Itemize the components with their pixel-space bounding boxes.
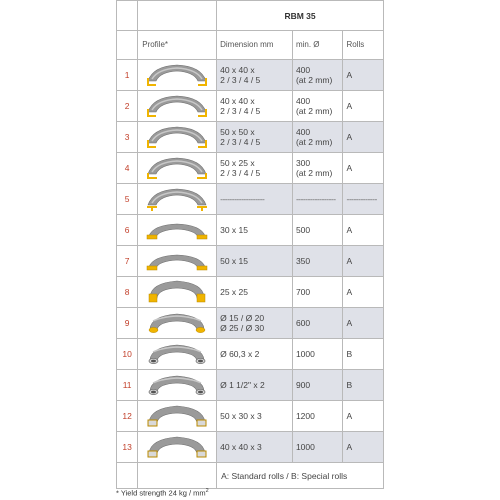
dimension-cell bbox=[217, 308, 293, 339]
unequal-angle-profile-icon bbox=[141, 154, 213, 182]
rolls-cell bbox=[343, 215, 384, 246]
rolls-cell-line-1: A bbox=[346, 411, 353, 421]
table-row bbox=[117, 432, 384, 463]
min-diameter-cell-line-1: 1000 bbox=[295, 349, 315, 359]
dimension-cell-line-1: Ø 15 / Ø 20 bbox=[220, 313, 265, 323]
row-number: 1 bbox=[117, 60, 138, 91]
angle-profile-icon bbox=[141, 61, 213, 89]
min-diameter-cell-line-1: 350 bbox=[295, 256, 311, 266]
table-row bbox=[117, 184, 384, 215]
header-dimension: Dimension mm bbox=[217, 31, 293, 60]
rolls-cell bbox=[343, 308, 384, 339]
dimension-cell-line-1: 50 x 50 x bbox=[220, 127, 255, 137]
row-number: 7 bbox=[117, 246, 138, 277]
profile-table bbox=[116, 0, 384, 489]
angle-profile-icon bbox=[141, 92, 213, 120]
rolls-cell bbox=[343, 91, 384, 122]
rolls-cell-line-1: A bbox=[346, 225, 353, 235]
table-row bbox=[117, 370, 384, 401]
rolls-cell bbox=[343, 339, 384, 370]
dimension-cell-line-2: 2 / 3 / 4 / 5 bbox=[220, 137, 261, 147]
profile-cell bbox=[138, 432, 217, 463]
min-diameter-cell bbox=[292, 308, 343, 339]
table-row bbox=[117, 91, 384, 122]
header-profile: Profile* bbox=[138, 31, 217, 60]
dimension-cell bbox=[217, 432, 293, 463]
header-empty bbox=[117, 31, 138, 60]
min-diameter-cell-line-1: 400 bbox=[295, 127, 311, 137]
dimension-cell-line-1: 40 x 40 x bbox=[220, 96, 255, 106]
rolls-cell bbox=[343, 184, 384, 215]
angle-profile-icon bbox=[141, 123, 213, 151]
corner-cell bbox=[138, 1, 217, 31]
legend-empty bbox=[138, 463, 217, 489]
min-diameter-cell-line-1: 700 bbox=[295, 287, 311, 297]
dimension-cell bbox=[217, 277, 293, 308]
rolls-cell-line-1: A bbox=[346, 442, 353, 452]
footnote bbox=[116, 488, 209, 498]
min-diameter-cell-line-2: (at 2 mm) bbox=[295, 75, 333, 85]
row-number: 2 bbox=[117, 91, 138, 122]
footnote-superscript: 2 bbox=[205, 488, 209, 494]
dimension-cell-line-1: 50 x 15 bbox=[220, 256, 248, 266]
min-diameter-cell bbox=[292, 246, 343, 277]
min-diameter-cell-line-1: 400 bbox=[295, 65, 311, 75]
dimension-cell-line-2: 2 / 3 / 4 / 5 bbox=[220, 106, 261, 116]
dimension-cell-line-2: 2 / 3 / 4 / 5 bbox=[220, 75, 261, 85]
flat-bar-profile-icon bbox=[141, 247, 213, 275]
table-row bbox=[117, 122, 384, 153]
row-number: 8 bbox=[117, 277, 138, 308]
profile-cell bbox=[138, 308, 217, 339]
row-number: 11 bbox=[117, 370, 138, 401]
rolls-cell bbox=[343, 153, 384, 184]
profile-cell bbox=[138, 91, 217, 122]
table-row bbox=[117, 401, 384, 432]
min-diameter-cell-line-2: (at 2 mm) bbox=[295, 137, 333, 147]
dimension-cell-line-2: Ø 25 / Ø 30 bbox=[220, 323, 265, 333]
row-number: 4 bbox=[117, 153, 138, 184]
min-diameter-cell bbox=[292, 60, 343, 91]
rolls-cell bbox=[343, 246, 384, 277]
min-diameter-cell-line-1: 1000 bbox=[295, 442, 315, 452]
profile-cell bbox=[138, 60, 217, 91]
row-number: 12 bbox=[117, 401, 138, 432]
dimension-cell-line-1: 30 x 15 bbox=[220, 225, 248, 235]
dimension-cell-line-1: ------------------- bbox=[220, 194, 265, 204]
row-number: 13 bbox=[117, 432, 138, 463]
corner-cell bbox=[117, 1, 138, 31]
legend-row bbox=[117, 463, 384, 489]
dimension-cell bbox=[217, 153, 293, 184]
min-diameter-cell bbox=[292, 401, 343, 432]
dimension-cell-line-1: 50 x 25 x bbox=[220, 158, 255, 168]
row-number: 9 bbox=[117, 308, 138, 339]
min-diameter-cell-line-1: 600 bbox=[295, 318, 311, 328]
min-diameter-cell bbox=[292, 215, 343, 246]
rolls-cell bbox=[343, 277, 384, 308]
table-row bbox=[117, 60, 384, 91]
square-tube-profile-icon bbox=[141, 402, 213, 430]
dimension-cell bbox=[217, 122, 293, 153]
tee-profile-icon bbox=[141, 185, 213, 213]
table-row bbox=[117, 246, 384, 277]
dimension-cell bbox=[217, 215, 293, 246]
table-row bbox=[117, 153, 384, 184]
dimension-cell bbox=[217, 401, 293, 432]
row-number: 6 bbox=[117, 215, 138, 246]
dimension-cell bbox=[217, 91, 293, 122]
dimension-cell-line-2: 2 / 3 / 4 / 5 bbox=[220, 168, 261, 178]
table-row bbox=[117, 277, 384, 308]
dimension-cell bbox=[217, 370, 293, 401]
min-diameter-cell bbox=[292, 122, 343, 153]
square-bar-profile-icon bbox=[141, 278, 213, 306]
profile-cell bbox=[138, 153, 217, 184]
table-title: RBM 35 bbox=[217, 1, 384, 31]
dimension-cell-line-1: Ø 1 1/2" x 2 bbox=[220, 380, 265, 390]
round-bar-profile-icon bbox=[141, 309, 213, 337]
rolls-cell-line-1: A bbox=[346, 287, 353, 297]
rolls-cell-line-1: A bbox=[346, 101, 353, 111]
profile-cell bbox=[138, 184, 217, 215]
dimension-cell bbox=[217, 246, 293, 277]
row-number: 3 bbox=[117, 122, 138, 153]
rolls-cell bbox=[343, 401, 384, 432]
min-diameter-cell bbox=[292, 153, 343, 184]
rolls-cell-line-1: B bbox=[346, 380, 353, 390]
dimension-cell-line-1: 40 x 40 x bbox=[220, 65, 255, 75]
dimension-cell bbox=[217, 60, 293, 91]
rolls-cell-line-1: B bbox=[346, 349, 353, 359]
profile-cell bbox=[138, 246, 217, 277]
dimension-cell-line-1: 40 x 40 x 3 bbox=[220, 442, 262, 452]
rolls-legend: A: Standard rolls / B: Special rolls bbox=[217, 463, 384, 489]
dimension-cell bbox=[217, 339, 293, 370]
rolls-cell bbox=[343, 432, 384, 463]
rolls-cell-line-1: A bbox=[346, 256, 353, 266]
row-number: 5 bbox=[117, 184, 138, 215]
dimension-cell-line-1: 25 x 25 bbox=[220, 287, 248, 297]
min-diameter-cell-line-1: 500 bbox=[295, 225, 311, 235]
rolls-cell bbox=[343, 60, 384, 91]
profile-cell bbox=[138, 277, 217, 308]
profile-cell bbox=[138, 122, 217, 153]
rolls-cell-line-1: ------------- bbox=[346, 194, 377, 204]
flat-bar-profile-icon bbox=[141, 216, 213, 244]
min-diameter-cell-line-1: 1200 bbox=[295, 411, 315, 421]
min-diameter-cell bbox=[292, 370, 343, 401]
profile-cell bbox=[138, 401, 217, 432]
footnote-text: * Yield strength 24 kg / mm bbox=[116, 488, 206, 498]
rolls-cell-line-1: A bbox=[346, 70, 353, 80]
min-diameter-cell bbox=[292, 91, 343, 122]
min-diameter-cell bbox=[292, 339, 343, 370]
min-diameter-cell-line-1: 900 bbox=[295, 380, 311, 390]
table-row bbox=[117, 308, 384, 339]
min-diameter-cell-line-2: (at 2 mm) bbox=[295, 106, 333, 116]
profile-cell bbox=[138, 215, 217, 246]
min-diameter-cell bbox=[292, 277, 343, 308]
rolls-cell bbox=[343, 122, 384, 153]
legend-empty bbox=[117, 463, 138, 489]
profile-cell bbox=[138, 370, 217, 401]
rolls-cell bbox=[343, 370, 384, 401]
min-diameter-cell bbox=[292, 184, 343, 215]
row-number: 10 bbox=[117, 339, 138, 370]
dimension-cell bbox=[217, 184, 293, 215]
square-tube-profile-icon bbox=[141, 433, 213, 461]
min-diameter-cell-line-1: 400 bbox=[295, 96, 311, 106]
rolls-cell-line-1: A bbox=[346, 318, 353, 328]
min-diameter-cell bbox=[292, 432, 343, 463]
table-row bbox=[117, 215, 384, 246]
min-diameter-cell-line-2: (at 2 mm) bbox=[295, 168, 333, 178]
dimension-cell-line-1: Ø 60,3 x 2 bbox=[220, 349, 260, 359]
header-min-diameter: min. Ø bbox=[292, 31, 343, 60]
dimension-cell-line-1: 50 x 30 x 3 bbox=[220, 411, 262, 421]
min-diameter-cell-line-1: 300 bbox=[295, 158, 311, 168]
rolls-cell-line-1: A bbox=[346, 132, 353, 142]
profile-cell bbox=[138, 339, 217, 370]
header-rolls: Rolls bbox=[343, 31, 384, 60]
table-row bbox=[117, 339, 384, 370]
rolls-cell-line-1: A bbox=[346, 163, 353, 173]
round-tube-profile-icon bbox=[141, 371, 213, 399]
min-diameter-cell-line-1: ----------------- bbox=[295, 194, 336, 204]
round-tube-profile-icon bbox=[141, 340, 213, 368]
